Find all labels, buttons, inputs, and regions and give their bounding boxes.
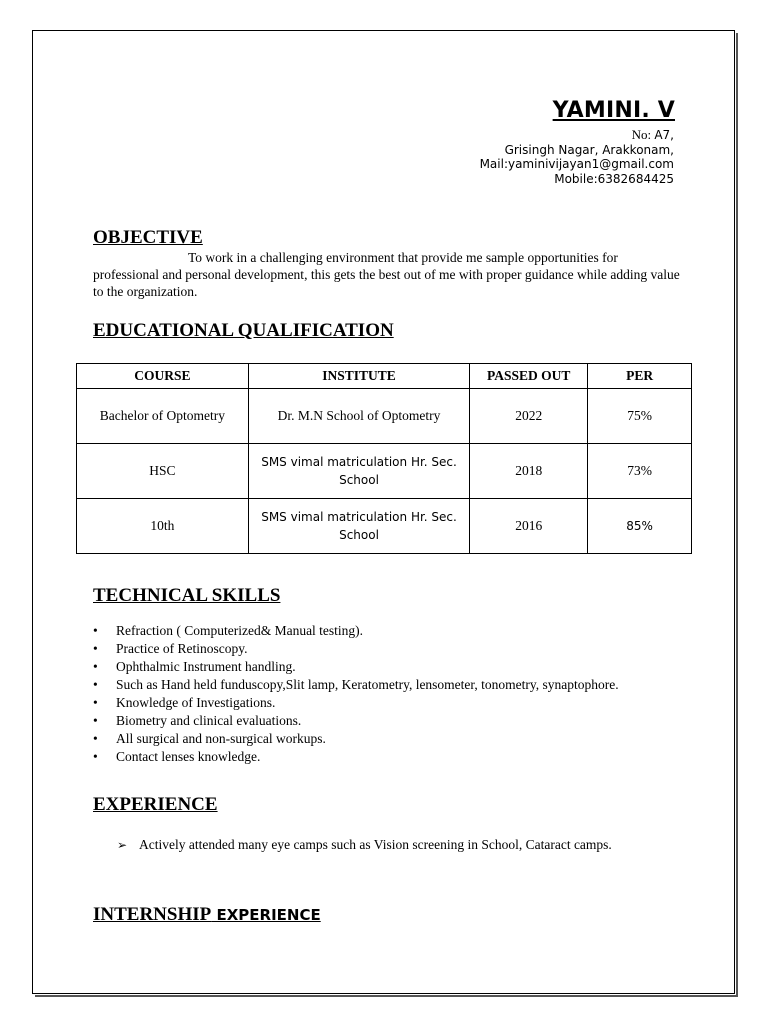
list-item	[93, 748, 653, 766]
list-item	[93, 658, 653, 676]
skill-text: Refraction ( Computerized& Manual testing).	[116, 623, 364, 638]
bullet-icon: •	[93, 641, 98, 656]
list-item	[93, 640, 653, 658]
cell-per: 73%	[588, 444, 692, 499]
column-header-per: PER	[588, 364, 692, 389]
skills-heading: TECHNICAL SKILLS	[93, 585, 281, 606]
cell-institute: Dr. M.N School of Optometry	[248, 389, 470, 444]
cell-passed-out: 2018	[470, 444, 588, 499]
list-item	[93, 730, 653, 748]
bullet-icon: •	[93, 749, 98, 764]
bullet-icon: •	[93, 713, 98, 728]
skills-list	[93, 622, 653, 766]
list-item	[93, 694, 653, 712]
address-number	[480, 128, 674, 143]
skill-text: All surgical and non-surgical workups.	[116, 731, 326, 746]
education-table	[76, 363, 692, 554]
objective-heading: OBJECTIVE	[93, 227, 203, 248]
column-header-course: COURSE	[77, 364, 249, 389]
cell-course: 10th	[77, 499, 249, 554]
internship-heading-part1: INTERNSHIP	[93, 904, 212, 925]
bullet-icon: •	[93, 731, 98, 746]
address-no-label: No:	[631, 127, 655, 142]
objective-text	[93, 249, 683, 300]
table-row	[77, 444, 692, 499]
list-item	[93, 622, 653, 640]
bullet-icon: •	[93, 677, 98, 692]
skill-text: Such as Hand held funduscopy,Slit lamp, Keratometry, lensometer, tonometry, synaptophore.	[116, 677, 619, 692]
list-item	[93, 676, 653, 694]
cell-per: 85%	[588, 499, 692, 554]
cell-institute: SMS vimal matriculation Hr. Sec. School	[248, 444, 470, 499]
internship-heading-part2: EXPERIENCE	[211, 906, 321, 924]
experience-item	[117, 836, 647, 854]
skill-text: Biometry and clinical evaluations.	[116, 713, 302, 728]
internship-heading	[93, 904, 321, 926]
experience-heading: EXPERIENCE	[93, 794, 218, 815]
skill-text: Knowledge of Investigations.	[116, 695, 276, 710]
cell-course: HSC	[77, 444, 249, 499]
cell-passed-out: 2016	[470, 499, 588, 554]
email-text: Mail:yaminivijayan1@gmail.com	[479, 157, 674, 171]
address-street: Grisingh Nagar, Arakkonam,	[504, 142, 674, 157]
skill-text: Practice of Retinoscopy.	[116, 641, 248, 656]
cell-course: Bachelor of Optometry	[77, 389, 249, 444]
address-block	[480, 128, 674, 186]
bullet-icon: •	[93, 659, 98, 674]
list-item	[93, 712, 653, 730]
mobile-text: Mobile:6382684425	[554, 171, 674, 186]
cell-per: 75%	[588, 389, 692, 444]
address-no-value: A7,	[654, 128, 674, 142]
table-header-row	[77, 364, 692, 389]
objective-body: To work in a challenging environment that provide me sample opportunities for professional and personal development, this gets the best out of me with proper guidance while adding value to the organization.	[93, 250, 680, 299]
bullet-icon: •	[93, 695, 98, 710]
candidate-name: YAMINI. V	[552, 98, 675, 123]
skill-text: Contact lenses knowledge.	[116, 749, 261, 764]
table-row	[77, 389, 692, 444]
cell-passed-out: 2022	[470, 389, 588, 444]
experience-text: Actively attended many eye camps such as Vision screening in School, Cataract camps.	[139, 837, 612, 852]
table-row	[77, 499, 692, 554]
cell-institute: SMS vimal matriculation Hr. Sec. School	[248, 499, 470, 554]
arrow-bullet-icon: ➢	[117, 838, 128, 852]
column-header-passed-out: PASSED OUT	[470, 364, 588, 389]
education-heading: EDUCATIONAL QUALIFICATION	[93, 320, 394, 341]
column-header-institute: INSTITUTE	[248, 364, 470, 389]
skill-text: Ophthalmic Instrument handling.	[116, 659, 296, 674]
bullet-icon: •	[93, 623, 98, 638]
